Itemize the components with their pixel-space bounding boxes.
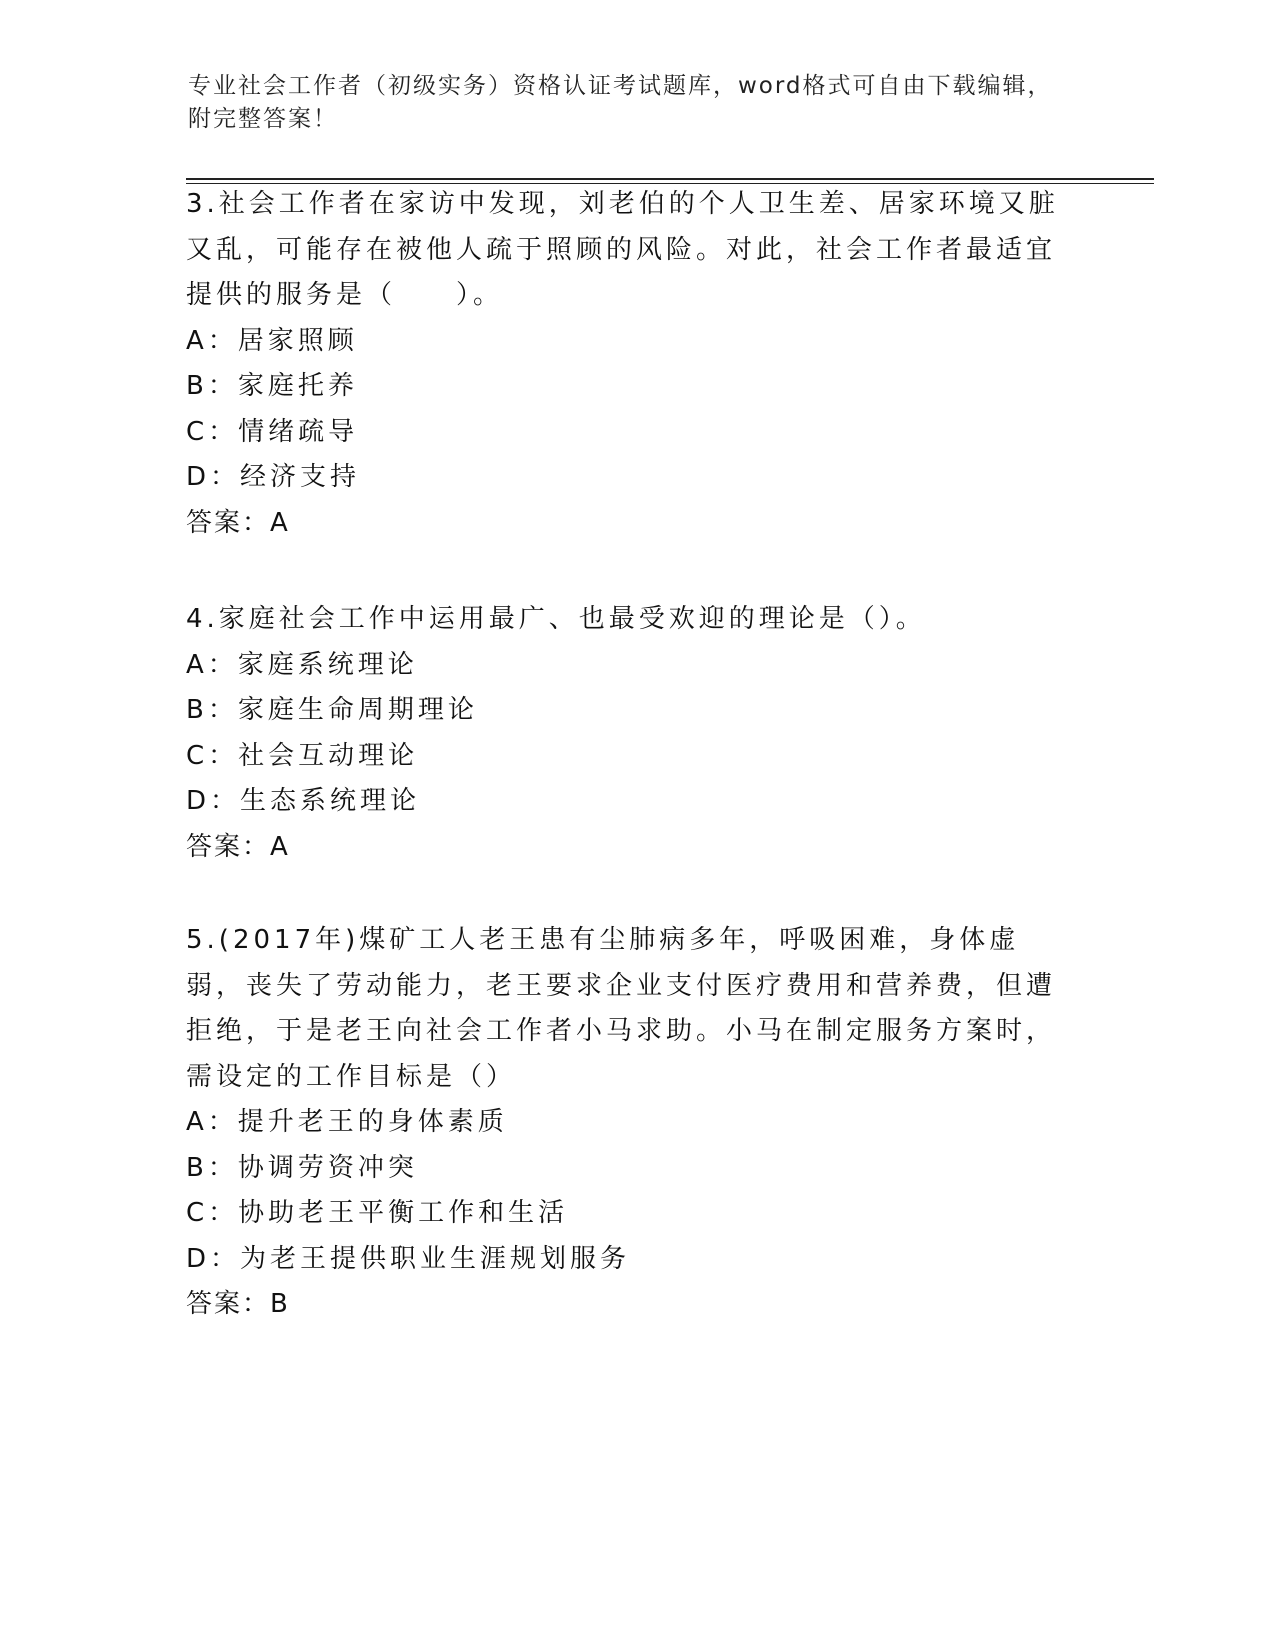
option-b: B：协调劳资冲突: [186, 1152, 418, 1183]
answer: 答案：A: [186, 507, 290, 538]
option-b: B：家庭生命周期理论: [186, 695, 478, 725]
option-d: D：经济支持: [186, 462, 361, 492]
option-d: D：生态系统理论: [186, 786, 421, 816]
document-header: 专业社会工作者（初级实务）资格认证考试题库，word格式可自由下载编辑，附完整答案！: [188, 73, 1053, 132]
option-a: A：居家照顾: [186, 325, 358, 356]
question-4: [186, 597, 1066, 870]
question-5: [186, 918, 1066, 1328]
option-a: A：提升老王的身体素质: [186, 1107, 508, 1137]
option-c: C：社会互动理论: [186, 740, 419, 771]
answer: 答案：B: [186, 1289, 290, 1319]
option-d: D：为老王提供职业生涯规划服务: [186, 1243, 631, 1274]
answer: 答案：A: [186, 831, 290, 862]
header-divider-thick: [186, 178, 1154, 180]
option-a: A：家庭系统理论: [186, 649, 418, 680]
question-3: [186, 182, 1066, 546]
option-b: B：家庭托养: [186, 371, 358, 401]
option-c: C：情绪疏导: [186, 416, 359, 447]
question-stem: 4.家庭社会工作中运用最广、也最受欢迎的理论是（）。: [186, 604, 926, 634]
question-stem: 5.(2017年)煤矿工人老王患有尘肺病多年，呼吸困难，身体虚弱，丧失了劳动能力，老王要求企业支付医疗费用和营养费，但遭拒绝，于是老王向社会工作者小马求助。小马在制定服务方案时，需设定的工作目标是（）: [186, 925, 1057, 1092]
option-c: C：协助老王平衡工作和生活: [186, 1198, 569, 1228]
question-stem: 3.社会工作者在家访中发现，刘老伯的个人卫生差、居家环境又脏又乱，可能存在被他人疏于照顾的风险。对此，社会工作者最适宜提供的服务是（ ）。: [186, 189, 1059, 310]
